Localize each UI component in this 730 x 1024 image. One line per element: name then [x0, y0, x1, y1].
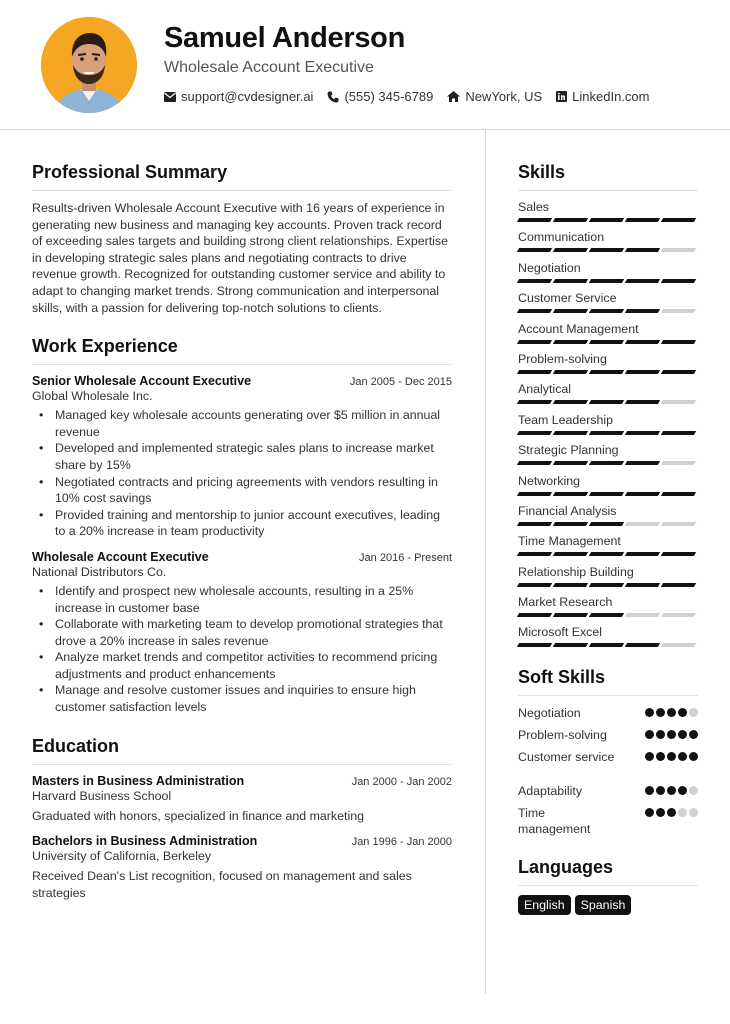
job-bullet: • Negotiated contracts and pricing agreements with vendors resulting in 10% cost savings	[32, 474, 452, 507]
skill-rating-bar	[518, 400, 698, 404]
rating-dot	[678, 752, 687, 761]
job-bullet: • Manage and resolve customer issues and inquiries to ensure high customer satisfaction levels	[32, 682, 452, 715]
job-title: Senior Wholesale Account Executive	[32, 374, 252, 389]
rating-segment	[589, 340, 624, 344]
rating-segment	[589, 309, 624, 313]
rating-segment	[553, 552, 588, 556]
language-tag: Spanish	[575, 895, 632, 915]
rating-segment	[661, 522, 696, 526]
rating-segment	[661, 461, 696, 465]
rating-segment	[553, 492, 588, 496]
rating-segment	[517, 461, 552, 465]
soft-skill-rating-dots	[643, 730, 698, 739]
job-bullet: • Developed and implemented strategic sales plans to increase market share by 15%	[32, 440, 452, 473]
rating-dot	[656, 786, 665, 795]
skill-name: Financial Analysis	[518, 503, 617, 518]
rating-segment	[661, 552, 696, 556]
rating-segment	[517, 400, 552, 404]
rating-segment	[625, 218, 660, 222]
skill-name: Account Management	[518, 321, 639, 336]
rating-segment	[517, 552, 552, 556]
skill-rating-bar	[518, 370, 698, 374]
rating-segment	[625, 643, 660, 647]
rating-segment	[517, 218, 552, 222]
rating-dot	[667, 808, 676, 817]
rating-segment	[625, 370, 660, 374]
rating-dot	[678, 808, 687, 817]
rating-segment	[553, 279, 588, 283]
linkedin-icon	[556, 91, 567, 102]
job-bullet: • Managed key wholesale accounts generating over $5 million in annual revenue	[32, 407, 452, 440]
rating-dot	[645, 730, 654, 739]
degree-title: Masters in Business Administration	[32, 773, 245, 788]
skill-item	[518, 230, 698, 252]
skill-item	[518, 200, 698, 222]
job-entry	[32, 550, 452, 716]
rating-segment	[589, 248, 624, 252]
rating-segment	[517, 583, 552, 587]
rating-segment	[517, 492, 552, 496]
rating-segment	[517, 340, 552, 344]
skill-name: Problem-solving	[518, 351, 607, 366]
rating-dot	[656, 752, 665, 761]
rating-segment	[625, 248, 660, 252]
skill-rating-bar	[518, 583, 698, 587]
job-bullet: • Identify and prospect new wholesale accounts, resulting in a 25% increase in customer base	[32, 583, 452, 616]
rating-segment	[589, 218, 624, 222]
skill-name: Strategic Planning	[518, 443, 619, 458]
rating-dot	[656, 708, 665, 717]
rating-segment	[661, 279, 696, 283]
soft-skills-list	[518, 705, 698, 837]
rating-segment	[553, 248, 588, 252]
skill-name: Negotiation	[518, 260, 581, 275]
job-bullets	[32, 583, 452, 716]
skill-name: Microsoft Excel	[518, 625, 602, 640]
rating-dot	[645, 752, 654, 761]
contact-phone[interactable]	[327, 89, 433, 104]
soft-skill-rating-dots	[643, 808, 698, 817]
rating-segment	[625, 279, 660, 283]
rating-segment	[589, 643, 624, 647]
languages-section	[518, 857, 698, 915]
rating-dot	[645, 808, 654, 817]
rating-dot	[678, 708, 687, 717]
skills-title: Skills	[518, 162, 698, 191]
rating-segment	[625, 522, 660, 526]
skill-item	[518, 504, 698, 526]
skills-section	[518, 162, 698, 647]
contact-email[interactable]	[164, 89, 313, 104]
contact-linkedin-text: LinkedIn.com	[572, 89, 650, 104]
rating-segment	[661, 218, 696, 222]
rating-segment	[553, 583, 588, 587]
languages-list	[518, 895, 698, 915]
soft-skill-rating-dots	[643, 708, 698, 717]
experience-title: Work Experience	[32, 336, 452, 365]
skill-rating-bar	[518, 279, 698, 283]
rating-segment	[589, 492, 624, 496]
rating-segment	[625, 613, 660, 617]
skill-item	[518, 413, 698, 435]
skill-item	[518, 352, 698, 374]
rating-segment	[661, 340, 696, 344]
skills-list	[518, 200, 698, 647]
soft-skill-item	[518, 727, 698, 743]
rating-segment	[589, 522, 624, 526]
rating-segment	[661, 613, 696, 617]
job-title: Wholesale Account Executive	[32, 549, 209, 564]
summary-text: Results-driven Wholesale Account Executive with 16 years of experience in generating new business and managing key accounts. Proven track record of exceeding sales targets and building strong client relationships. Expertise in developing strategic sales plans and negotiating contracts to drive revenue growth. Recognized for outstanding customer service and ability to adapt to changing market trends. Strong communication and interpersonal skills, with a passion for delivering top-notch solutions to clients.	[32, 201, 449, 315]
candidate-name: Samuel Anderson	[164, 22, 405, 54]
rating-segment	[589, 461, 624, 465]
soft-skill-item	[518, 805, 698, 837]
skill-item	[518, 382, 698, 404]
rating-segment	[553, 340, 588, 344]
rating-dot	[667, 786, 676, 795]
job-company: Global Wholesale Inc.	[32, 389, 153, 404]
soft-skill-rating-dots	[643, 752, 698, 761]
skill-name: Networking	[518, 473, 580, 488]
sidebar-column	[518, 162, 698, 935]
resume-header	[0, 0, 730, 130]
skill-item	[518, 291, 698, 313]
soft-skills-section	[518, 667, 698, 837]
skill-name: Analytical	[518, 382, 572, 397]
school-name: University of California, Berkeley	[32, 849, 212, 864]
skill-name: Time Management	[518, 534, 621, 549]
rating-segment	[553, 309, 588, 313]
rating-segment	[589, 279, 624, 283]
rating-segment	[625, 309, 660, 313]
rating-dot	[689, 786, 698, 795]
rating-dot	[689, 730, 698, 739]
rating-segment	[589, 613, 624, 617]
soft-skill-item	[518, 705, 698, 721]
rating-segment	[553, 370, 588, 374]
education-description: Received Dean's List recognition, focused on management and sales strategies	[32, 869, 412, 900]
rating-segment	[553, 431, 588, 435]
rating-dot	[656, 730, 665, 739]
rating-segment	[553, 400, 588, 404]
rating-segment	[553, 218, 588, 222]
rating-segment	[553, 613, 588, 617]
rating-segment	[625, 583, 660, 587]
soft-skill-item	[518, 749, 698, 765]
soft-skill-name: Negotiation	[518, 706, 581, 721]
education-dates: Jan 1996 - Jan 2000	[351, 836, 452, 849]
skill-name: Sales	[518, 200, 549, 214]
soft-skill-name: Time management	[518, 806, 591, 837]
rating-dot	[689, 708, 698, 717]
soft-skill-rating-dots	[643, 786, 698, 795]
rating-dot	[656, 808, 665, 817]
main-column	[32, 162, 452, 921]
rating-segment	[517, 613, 552, 617]
skill-rating-bar	[518, 431, 698, 435]
degree-title: Bachelors in Business Administration	[32, 834, 258, 849]
rating-dot	[678, 786, 687, 795]
education-dates: Jan 2000 - Jan 2002	[351, 775, 452, 788]
skill-rating-bar	[518, 309, 698, 313]
skill-rating-bar	[518, 340, 698, 344]
soft-skill-name: Adaptability	[518, 784, 583, 799]
skill-item	[518, 534, 698, 556]
email-icon	[164, 92, 176, 102]
skill-item	[518, 625, 698, 647]
skill-rating-bar	[518, 492, 698, 496]
skill-rating-bar	[518, 218, 698, 222]
summary-section	[32, 162, 452, 316]
education-entry	[32, 774, 452, 825]
rating-segment	[589, 370, 624, 374]
skill-rating-bar	[518, 552, 698, 556]
soft-skills-title: Soft Skills	[518, 667, 698, 696]
rating-segment	[517, 522, 552, 526]
job-company: National Distributors Co.	[32, 564, 167, 579]
experience-section	[32, 336, 452, 716]
summary-title: Professional Summary	[32, 162, 452, 191]
rating-segment	[517, 370, 552, 374]
skill-name: Relationship Building	[518, 564, 634, 579]
skill-name: Customer Service	[518, 291, 617, 306]
education-section	[32, 736, 452, 902]
rating-dot	[645, 708, 654, 717]
rating-dot	[678, 730, 687, 739]
education-title: Education	[32, 736, 452, 765]
skill-rating-bar	[518, 643, 698, 647]
skill-name: Team Leadership	[518, 412, 614, 427]
rating-dot	[645, 786, 654, 795]
skill-rating-bar	[518, 248, 698, 252]
home-icon	[447, 91, 460, 102]
rating-segment	[661, 400, 696, 404]
skill-item	[518, 322, 698, 344]
school-name: Harvard Business School	[32, 788, 172, 803]
job-bullet: • Provided training and mentorship to junior account executives, leading to a 20% increase in team productivity	[32, 507, 452, 540]
rating-segment	[661, 248, 696, 252]
rating-segment	[517, 643, 552, 647]
contact-bar	[164, 89, 664, 104]
phone-icon	[327, 91, 339, 103]
contact-location-text: NewYork, US	[465, 89, 543, 104]
skill-name: Communication	[518, 230, 605, 245]
rating-segment	[589, 552, 624, 556]
skill-item	[518, 565, 698, 587]
rating-segment	[517, 309, 552, 313]
skill-item	[518, 474, 698, 496]
education-entry	[32, 834, 452, 901]
rating-segment	[625, 400, 660, 404]
soft-skill-name: Customer service	[518, 750, 615, 765]
rating-dot	[689, 808, 698, 817]
rating-segment	[553, 461, 588, 465]
rating-segment	[661, 431, 696, 435]
rating-segment	[625, 552, 660, 556]
rating-segment	[625, 461, 660, 465]
languages-title: Languages	[518, 857, 698, 886]
contact-email-text: support@cvdesigner.ai	[181, 89, 314, 104]
rating-dot	[667, 752, 676, 761]
candidate-role: Wholesale Account Executive	[164, 59, 374, 76]
skill-name: Market Research	[518, 595, 613, 610]
rating-segment	[553, 522, 588, 526]
rating-segment	[589, 400, 624, 404]
rating-segment	[625, 492, 660, 496]
rating-segment	[661, 643, 696, 647]
rating-segment	[517, 279, 552, 283]
column-divider	[485, 130, 486, 994]
job-entry	[32, 374, 452, 540]
rating-dot	[667, 730, 676, 739]
rating-segment	[589, 583, 624, 587]
rating-dot	[689, 752, 698, 761]
rating-segment	[661, 309, 696, 313]
language-tag: English	[518, 895, 571, 915]
job-bullets	[32, 407, 452, 540]
job-dates: Jan 2005 - Dec 2015	[349, 376, 452, 389]
rating-segment	[661, 492, 696, 496]
job-bullet: • Analyze market trends and competitor activities to recommend pricing adjustments and product enhancements	[32, 649, 452, 682]
skill-item	[518, 595, 698, 617]
rating-segment	[661, 370, 696, 374]
education-description: Graduated with honors, specialized in finance and marketing	[32, 808, 364, 823]
job-bullet: • Collaborate with marketing team to develop promotional strategies that drove a 20% increase in sales revenue	[32, 616, 452, 649]
skill-rating-bar	[518, 461, 698, 465]
skill-item	[518, 261, 698, 283]
avatar	[41, 17, 137, 113]
skill-item	[518, 443, 698, 465]
skill-rating-bar	[518, 522, 698, 526]
skill-rating-bar	[518, 613, 698, 617]
contact-location	[447, 89, 542, 104]
rating-segment	[661, 583, 696, 587]
rating-segment	[517, 431, 552, 435]
soft-skill-name: Problem-solving	[518, 728, 607, 743]
rating-dot	[667, 708, 676, 717]
rating-segment	[625, 431, 660, 435]
contact-phone-text: (555) 345-6789	[344, 89, 434, 104]
rating-segment	[517, 248, 552, 252]
contact-linkedin[interactable]	[556, 89, 649, 104]
job-dates: Jan 2016 - Present	[359, 551, 452, 564]
soft-skill-item	[518, 783, 698, 799]
rating-segment	[625, 340, 660, 344]
rating-segment	[553, 643, 588, 647]
rating-segment	[589, 431, 624, 435]
